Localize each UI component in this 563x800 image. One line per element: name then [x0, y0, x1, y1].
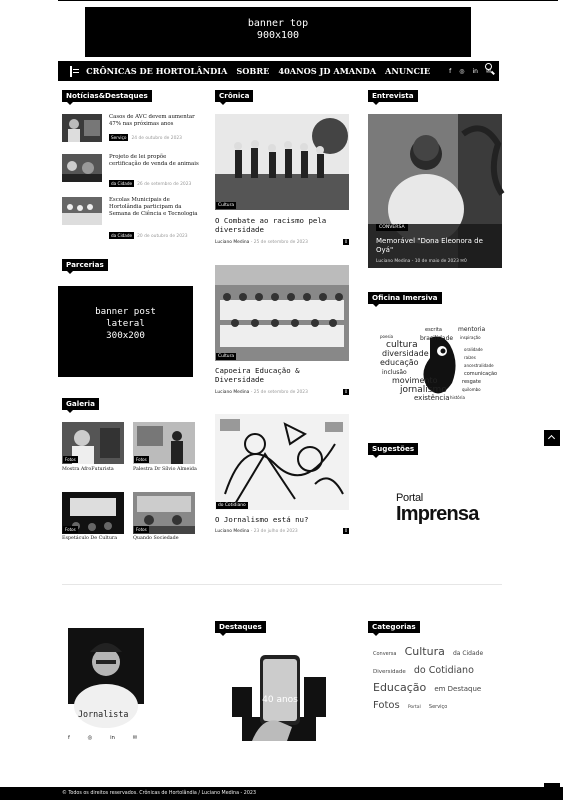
post-date: 25 de setembro de 2023 [253, 390, 308, 395]
category-badge[interactable]: da Cidade [111, 181, 133, 186]
profile-social-links [68, 735, 137, 741]
news-post[interactable] [62, 154, 197, 188]
portal-logo-line1: Portal [396, 492, 423, 504]
nav-item-anuncie[interactable]: ANUNCIE [385, 66, 431, 76]
wordcloud-word: inspiração [460, 335, 481, 340]
wordcloud-word: diversidade [382, 349, 429, 358]
gallery-caption[interactable]: Palestra Dr Sílvio Almeida [133, 467, 197, 472]
section-label-galeria: Galeria [62, 398, 99, 410]
category-badge[interactable]: Cultura [218, 354, 235, 359]
category-badge[interactable]: da Cidade [111, 233, 133, 238]
banner-post-lateral[interactable]: banner post lateral 300x200 [58, 286, 193, 377]
entrevista-feature[interactable] [368, 114, 502, 268]
linkedin-icon[interactable]: in [472, 67, 478, 75]
wordcloud-word: cultura [386, 340, 418, 350]
news-title[interactable]: Escolas Municipais de Hortolândia participam da Semana de Ciência e Tecnologia [109, 197, 198, 217]
category-badge[interactable]: Serviço [111, 135, 127, 140]
news-date: 24 de outubro de 2023 [131, 136, 182, 141]
category-badge[interactable]: Fotos [65, 527, 76, 532]
wordcloud-word: oralidade [464, 347, 483, 352]
top-divider [58, 0, 558, 1]
section-label-cronica: Crônica [215, 90, 253, 102]
footer-copyright: © Todos os direitos reservados. Crônicas de Hortolândia / Luciano Medina - 2023 [0, 787, 563, 800]
section-label-entrevista: Entrevista [368, 90, 418, 102]
category-badge[interactable]: Fotos [136, 457, 147, 462]
wordcloud-word: poesia [380, 334, 394, 339]
category-tag[interactable]: em Destaque [434, 685, 482, 693]
category-tag[interactable]: do Cotidiano [413, 665, 474, 676]
news-meta [109, 135, 182, 141]
news-post[interactable] [62, 114, 197, 148]
category-tag[interactable]: Educação [373, 681, 427, 694]
category-tag[interactable]: da Cidade [452, 650, 484, 657]
news-meta [109, 233, 188, 239]
cronica-meta: Luciano Medina - 25 de setembro de 2023 0 [215, 239, 348, 245]
wordcloud-word: resgate [462, 379, 481, 385]
avatar[interactable] [68, 628, 144, 704]
comment-count[interactable]: 0 [344, 389, 348, 394]
comment-count[interactable]: 0 [344, 528, 348, 533]
wordcloud-word: raízes [464, 355, 476, 360]
author[interactable]: Luciano Medina [215, 529, 250, 534]
section-label-noticias: Notícias&Destaques [62, 90, 152, 102]
facebook-icon[interactable]: f [68, 735, 70, 741]
category-tag[interactable]: Diversidade [373, 669, 406, 675]
cronica-meta: Luciano Medina - 25 de setembro de 2023 0 [215, 389, 348, 395]
destaques-image[interactable] [232, 647, 326, 741]
news-title[interactable]: Projeto de lei propõe certificação de venda de animais [109, 154, 199, 167]
category-tag[interactable]: Cultura [404, 645, 445, 658]
category-badge[interactable]: Fotos [65, 457, 76, 462]
gallery-item[interactable] [133, 422, 195, 464]
cronica-thumbnail[interactable] [215, 414, 349, 510]
wordcloud-word: mentoria [458, 326, 486, 333]
entrevista-title[interactable]: Memorável "Dona Eleonora de Oyá" [376, 237, 483, 254]
category-tag[interactable]: Fotos [373, 700, 400, 711]
post-date: 23 de julho de 2023 [253, 529, 298, 534]
main-navbar [58, 61, 499, 81]
news-date: 26 de setembro de 2023 [137, 182, 192, 187]
gallery-item[interactable] [62, 422, 124, 464]
section-label-parcerias: Parcerias [62, 259, 108, 271]
portal-imprensa-logo[interactable] [396, 493, 479, 524]
section-label-categorias: Categorias [368, 621, 420, 633]
wordcloud-word: existência [414, 394, 450, 402]
cronica-title[interactable]: O Combate ao racismo pela diversidade [215, 216, 327, 234]
news-post[interactable] [62, 197, 198, 239]
entrevista-meta: Luciano Medina - 10 de maio de 2023 ✉0 [376, 259, 467, 264]
comment-count[interactable]: 0 [344, 239, 348, 244]
destaques-image-text: 40 anos [262, 695, 298, 705]
nav-item-sobre[interactable]: SOBRE [236, 66, 270, 76]
gallery-caption[interactable]: Espetáculo De Cultura [62, 536, 118, 541]
wordcloud-word: quilombo [462, 387, 481, 392]
wordcloud-word: educação [380, 358, 419, 367]
category-badge[interactable]: Cultura [218, 203, 235, 208]
news-title[interactable]: Casos de AVC devem aumentar 47% nas próximas anos [109, 114, 195, 127]
section-label-oficina: Oficina Imersiva [368, 292, 442, 304]
news-thumbnail[interactable] [62, 114, 102, 142]
news-meta [109, 181, 191, 187]
post-date: 10 de maio de 2023 [414, 259, 459, 264]
category-tag[interactable]: Portal [407, 705, 421, 710]
section-label-sugestoes: Sugestões [368, 443, 418, 455]
wordcloud-image[interactable] [380, 323, 498, 405]
post-date: 25 de setembro de 2023 [253, 240, 308, 245]
portal-logo-line2: Imprensa [396, 503, 479, 525]
section-divider [62, 584, 502, 585]
category-badge[interactable]: do Cotidiano [218, 503, 246, 508]
wordcloud-word: inclusão [382, 369, 407, 376]
linkedin-icon[interactable]: in [110, 735, 115, 741]
mail-icon[interactable]: ✉ [132, 735, 138, 741]
author[interactable]: Luciano Medina [215, 390, 250, 395]
cronica-thumbnail[interactable] [215, 265, 349, 361]
wordcloud-word: história [450, 395, 465, 400]
comment-count[interactable]: 0 [463, 259, 467, 264]
wordcloud-word: movimento [392, 376, 438, 385]
gallery-item[interactable] [133, 492, 195, 534]
section-label-destaques: Destaques [215, 621, 266, 633]
gallery-caption[interactable]: Mostra AfroFuturista [62, 467, 114, 472]
cronica-title[interactable]: Capoeira Educação & Diversidade [215, 366, 300, 384]
wordcloud-word: escrita [425, 327, 442, 333]
cronica-meta: Luciano Medina - 23 de julho de 2023 0 [215, 528, 348, 534]
mail-icon[interactable]: ✉ [485, 67, 491, 75]
instagram-icon[interactable]: ◎ [87, 735, 93, 741]
category-badge[interactable]: Fotos [136, 527, 147, 532]
cronica-title[interactable]: O Jornalismo está nu? [215, 515, 309, 524]
author[interactable]: Luciano Medina [376, 259, 411, 264]
wordcloud-word: brasilidade [420, 335, 454, 342]
profile-name: Jornalista [78, 709, 129, 719]
scroll-to-top-button[interactable] [544, 430, 560, 446]
category-badge[interactable]: CONVERSA [376, 224, 408, 231]
category-tag[interactable]: Conversa [373, 651, 397, 657]
instagram-icon[interactable]: ◎ [459, 67, 465, 75]
author[interactable]: Luciano Medina [215, 240, 250, 245]
newspaper-logo-icon[interactable] [70, 66, 72, 77]
news-thumbnail[interactable] [62, 197, 102, 225]
news-date: 20 de outubro de 2023 [137, 234, 188, 239]
facebook-icon[interactable]: f [449, 67, 452, 75]
nav-item-40anos[interactable]: 40ANOS JD AMANDA [278, 66, 377, 76]
news-thumbnail[interactable] [62, 154, 102, 182]
banner-top[interactable]: banner top 900x100 [85, 7, 471, 57]
cronica-thumbnail[interactable] [215, 114, 349, 210]
gallery-item[interactable] [62, 492, 124, 534]
gallery-caption[interactable]: Quando Sociedade [133, 536, 179, 541]
category-cloud [373, 643, 491, 714]
nav-item-cronicas[interactable]: CRÔNICAS DE HORTOLÂNDIA [86, 66, 228, 76]
category-tag[interactable]: Serviço [428, 704, 448, 710]
search-icon[interactable] [485, 63, 492, 70]
wordcloud-word: jornalismo [400, 385, 447, 395]
wordcloud-word: ancestralidade [464, 363, 494, 368]
wordcloud-word: comunicação [464, 371, 498, 377]
